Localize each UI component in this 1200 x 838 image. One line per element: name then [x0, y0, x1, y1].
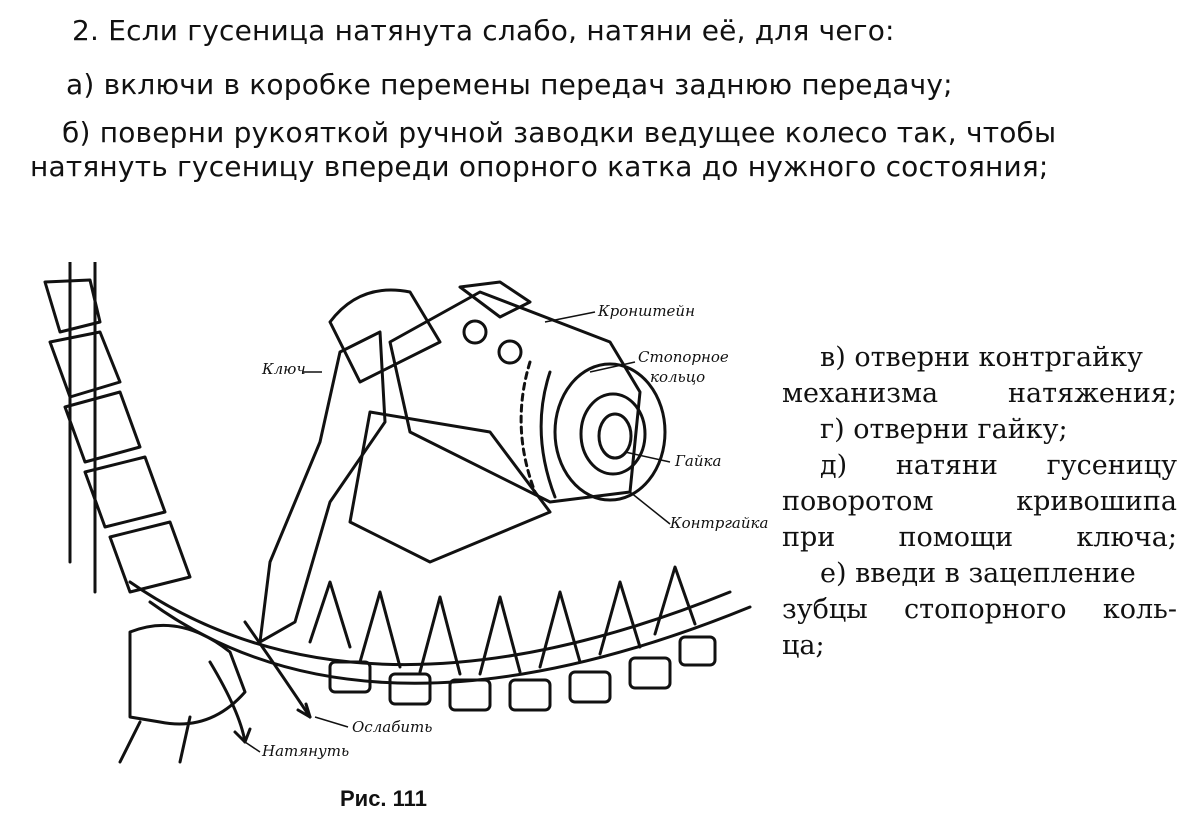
label-loosen: Ослабить: [352, 718, 433, 736]
label-tighten: Натянуть: [262, 742, 350, 760]
label-stop-ring-2: кольцо: [650, 368, 706, 386]
label-stop-ring-1: Стопорное: [638, 348, 729, 366]
instruction-line-3: б) поверни рукояткой ручной заводки ведущее колесо так, чтобы: [62, 116, 1057, 149]
step-v-line-1: в) отверни контргайку: [820, 342, 1143, 373]
track-links-left: [45, 262, 190, 592]
step-e-line-3: ца;: [782, 630, 825, 661]
instruction-line-2: а) включи в коробке перемены передач заднюю передачу;: [66, 68, 953, 101]
label-lock-nut: Контргайка: [670, 514, 769, 532]
figure-caption: Рис. 111: [340, 786, 427, 811]
step-e-line-1: е) введи в зацепление: [820, 558, 1136, 589]
label-bracket: Кронштейн: [598, 302, 695, 320]
step-e-line-2: зубцы стопорного коль-: [782, 594, 1177, 625]
track-tensioning-illustration: [30, 262, 775, 782]
step-v-line-2: механизма натяжения;: [782, 378, 1177, 409]
instruction-line-4: натянуть гусеницу впереди опорного катка до нужного состояния;: [30, 150, 1049, 183]
side-instructions: [782, 340, 1177, 664]
step-d-line-2: поворотом кривошипа: [782, 486, 1177, 517]
step-d-line-1: д) натяни гусеницу: [820, 450, 1177, 481]
step-d-line-3: при помощи ключа;: [782, 522, 1177, 553]
hand: [130, 625, 245, 724]
label-key: Ключ: [262, 360, 306, 378]
label-nut: Гайка: [675, 452, 722, 470]
track-arc: [130, 582, 730, 665]
step-g-line-1: г) отверни гайку;: [820, 414, 1068, 445]
instruction-line-1: 2. Если гусеница натянута слабо, натяни её, для чего:: [72, 14, 895, 47]
